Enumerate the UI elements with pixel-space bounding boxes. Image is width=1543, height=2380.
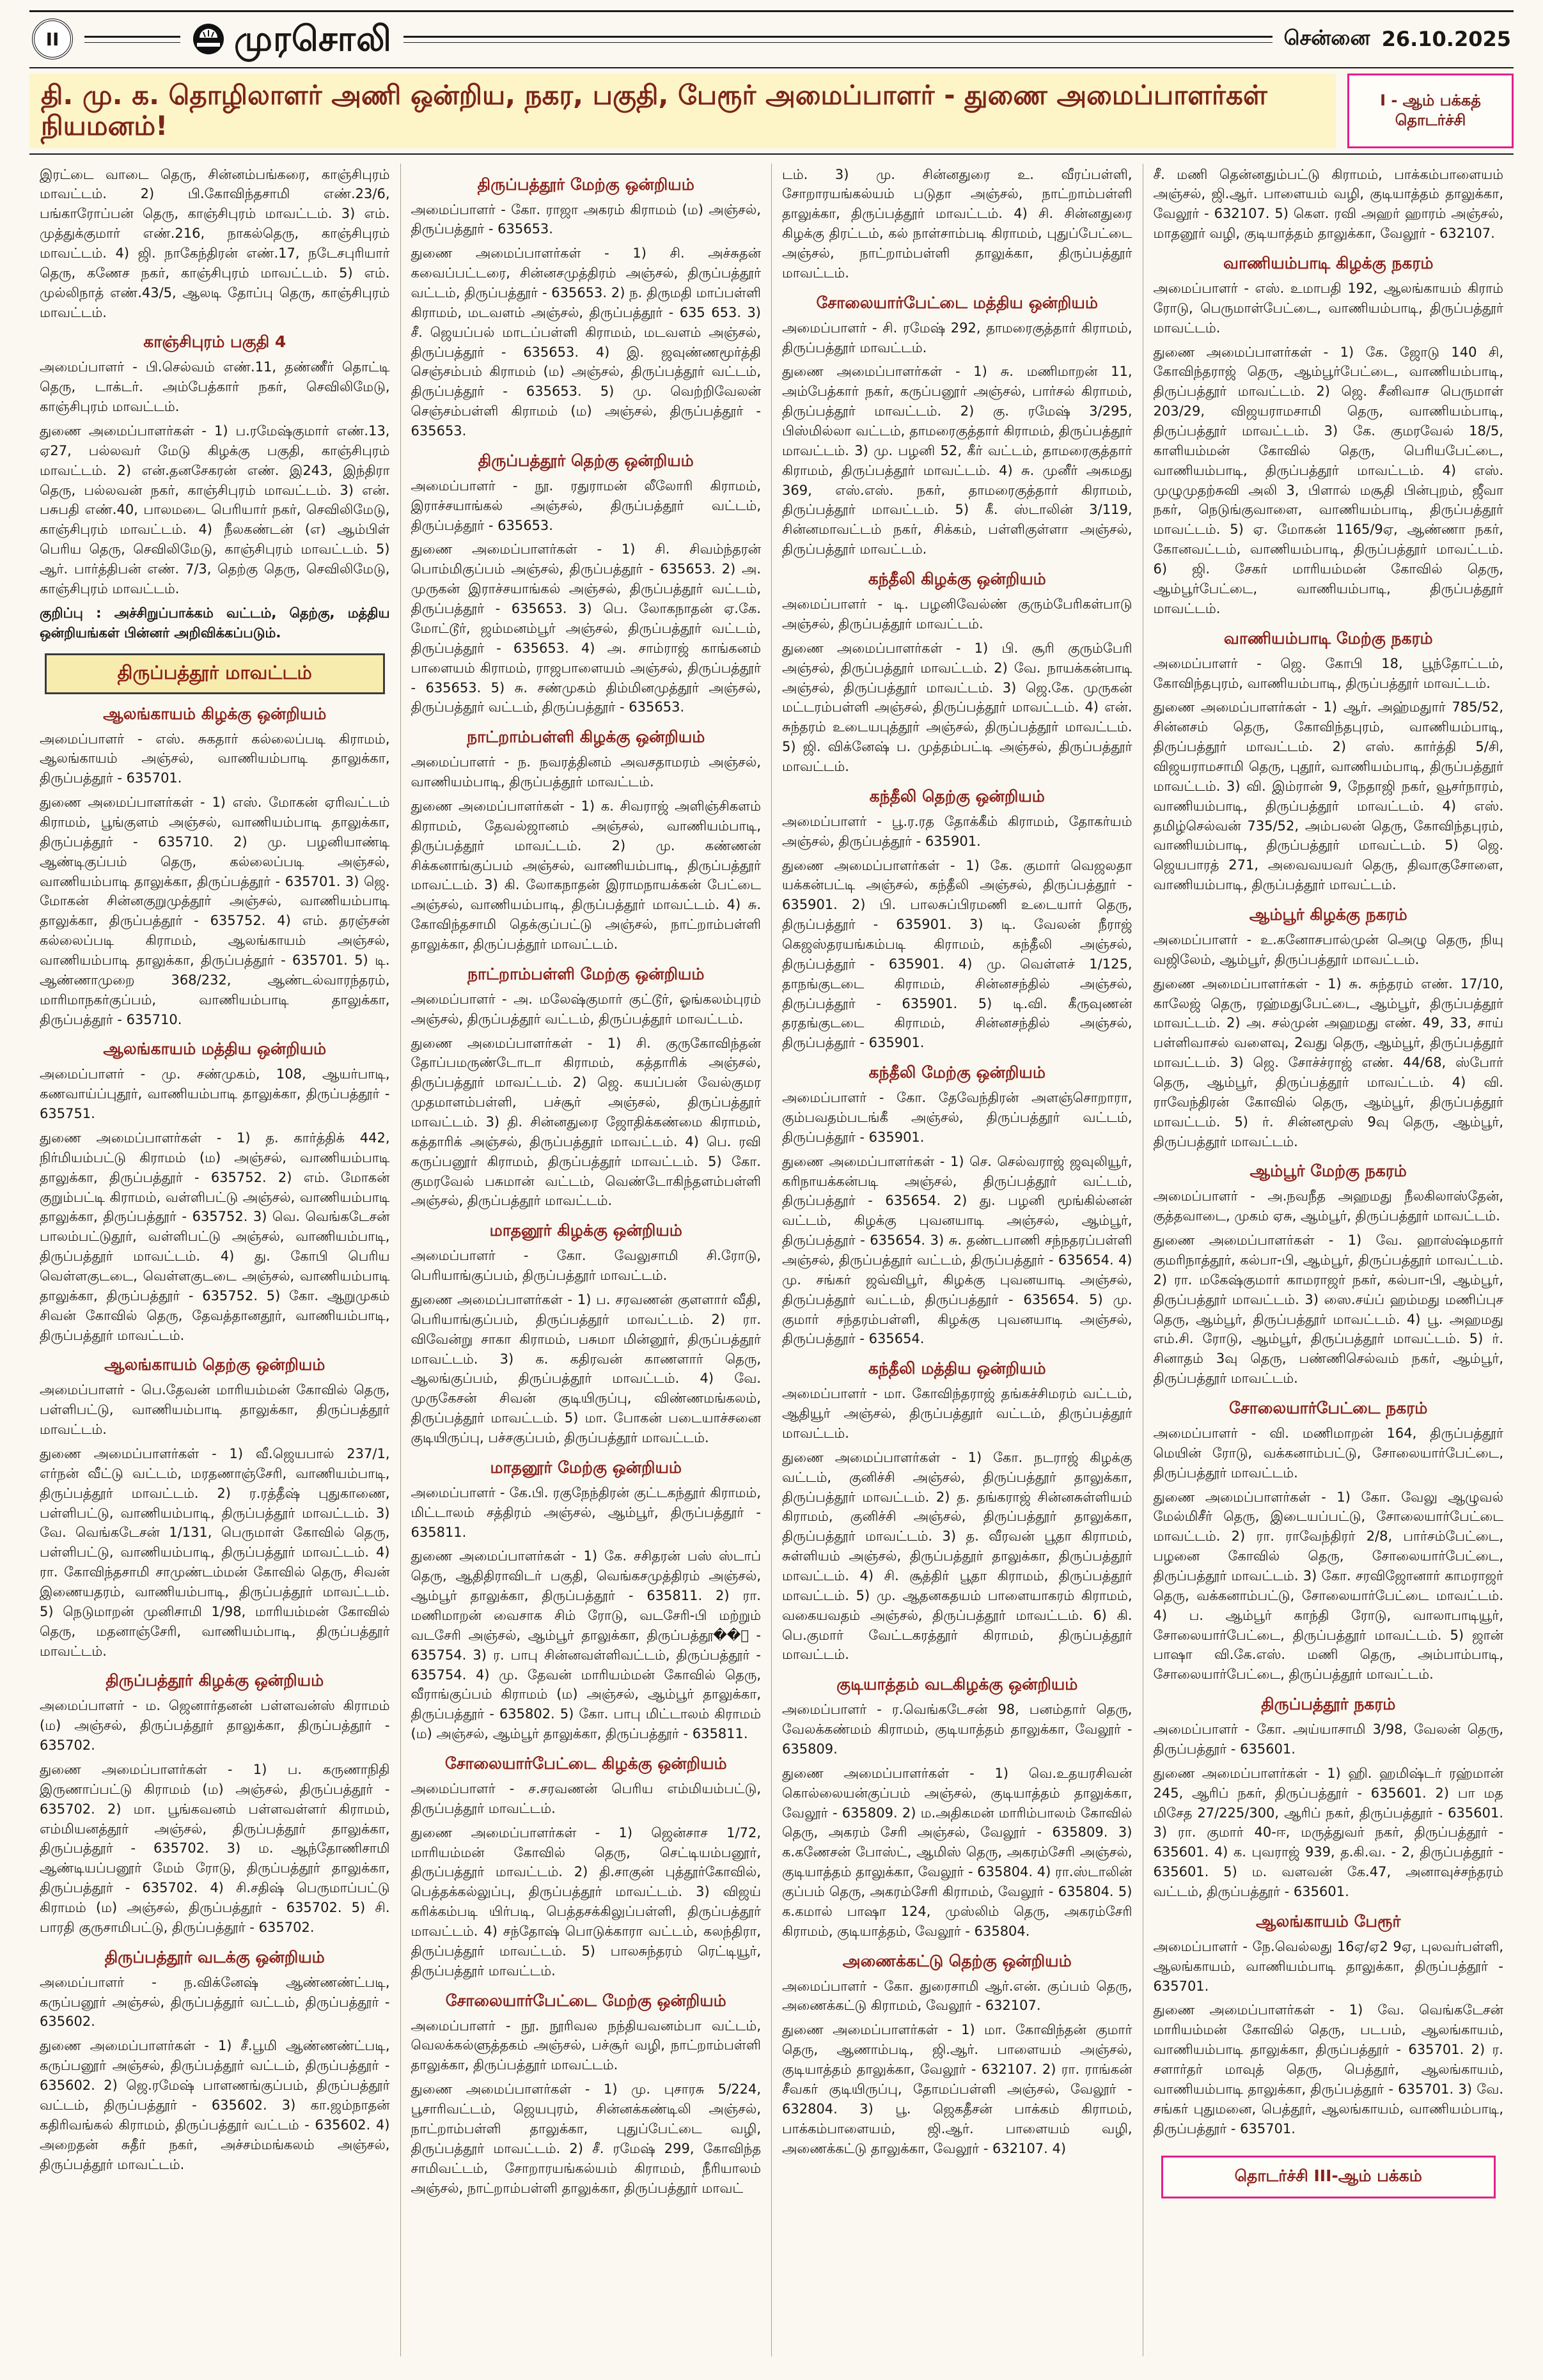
- section-heading: சோலையார்பேட்டை கிழக்கு ஒன்றியம்: [444, 1754, 727, 1773]
- section-heading: ஆம்பூர் மேற்கு நகரம்: [1249, 1162, 1407, 1181]
- body-paragraph: அமைப்பாளர் - உ.கனோசபால்முன் அெழு தெரு, நியு வஜிலேம், ஆம்பூர், திருப்பத்தூர் மாவட்டம்.: [1153, 931, 1503, 967]
- column-3: [771, 164, 1143, 2356]
- column-2: [400, 164, 772, 2356]
- section-heading: நாட்றாம்பள்ளி மேற்கு ஒன்றியம்: [467, 964, 705, 983]
- body-paragraph: அமைப்பாளர் - பூ.ர.ரத தோக்கீம் கிராமம், தோகர்யம் அஞ்சல், திருப்பத்தூர் - 635901.: [782, 813, 1132, 849]
- body-paragraph: அமைப்பாளர் - அ. மலேஷ்குமார் குட்டூர், ஓங்கலம்புரம் அஞ்சல், திருப்பத்தூர் வட்டம், திருப்பத்தூர் மாவட்டம்.: [411, 991, 761, 1027]
- masthead: [192, 19, 392, 59]
- body-paragraph: அமைப்பாளர் - கோ. ராஜா அகரம் கிராமம் (ம) அஞ்சல், திருப்பத்தூர் - 635653.: [411, 201, 761, 237]
- section-heading: திருப்பத்தூர் கிழக்கு ஒன்றியம்: [106, 1671, 324, 1690]
- district-heading-box: திருப்பத்தூர் மாவட்டம்: [45, 653, 385, 694]
- main-headline: தி. மு. க. தொழிலாளர் அணி ஒன்றிய, நகர, பகுதி, பேரூர் அமைப்பாளர் - துணை அமைப்பாளர்கள் நியமனம்!: [29, 74, 1336, 148]
- body-paragraph: அமைப்பாளர் - ஜெ. கோபி 18, பூந்தோட்டம், கோவிந்தபுரம், வாணியம்பாடி, திருப்பத்தூர் மாவட்டம்.: [1153, 655, 1503, 691]
- body-paragraph: சீ. மணி தென்னதும்பட்டு கிராமம், பாக்கம்பாளையம் அஞ்சல், ஜி.ஆர். பாளையம் வழி, குடியாத்தம் தாலுக்கா, வேலூர் - 632107. 5) கௌ. ரவி அஹர் ஹாரம் அஞ்சல், மாதனூர் வழி, குடியாத்தம் தாலுக்கா, வேலூர் - 632107.: [1153, 166, 1503, 242]
- body-paragraph: துணை அமைப்பாளர்கள் - 1) ப. சரவணன் குளளார் வீதி, பெரியாங்குப்பம், திருப்பத்தூர் மாவட்டம். 2) ரா. விவேன்று சாகா கிராமம், பசுமா மின்னூர், திருப்பத்தூர் மாவட்டம். 3) க. கதிரவன் காணளார் தெரு, ஆலங்குப்பம், திருப்பத்தூர் மாவட்டம். 4) வே. முருகேசன் சிவன் குடியிருப்பு, விண்ணமங்கலம், திருப்பத்தூர் மாவட்டம். 5) மா. போகன் படையாச்சனை குடியிருப்பு, பச்சகுப்பம், திருப்பத்தூர் மாவட்டம்.: [411, 1291, 761, 1445]
- body-paragraph: அமைப்பாளர் - கோ. தேவேந்திரன் அளஞ்சொறாரா, கும்பவதம்படங்கீ அஞ்சல், திருப்பத்தூர் வட்டம், திருப்பத்தூர் - 635901.: [782, 1090, 1132, 1145]
- body-paragraph: துணை அமைப்பாளர்கள் - 1) ஆர். அஹ்மதுார் 785/52, சின்னசம் தெரு, கோவிந்தபுரம், வாணியம்பாடி, திருப்பத்தூர் மாவட்டம். 2) எஸ். கார்த்தி 5/சி, விஜயராமசாமி தெரு, புதூர், வாணியம்பாடி, திருப்பத்தூர் மாவட்டம். 3) வி. இம்ரான் 9, நேதாஜி நகர், வூசர்நாரம், வாணியம்பாடி, திருப்பத்தூர் மாவட்டம். 4) எஸ். தமிழ்செல்வன் 735/52, அம்பலன் தெரு, கோவிந்தபுரம், வாணியம்பாடி, திருப்பத்தூர் மாவட்டம். 5) ஜெ. ஜெயபாரத் 271, அவைவயவர் தெரு, திவாகுசோளை, வாணியம்பாடி, திருப்பத்தூர் மாவட்டம்.: [1153, 699, 1503, 893]
- body-paragraph: அமைப்பாளர் - ச.சரவணன் பெரிய எம்மியம்பட்டு, திருப்பத்தூர் மாவட்டம்.: [411, 1781, 761, 1816]
- body-paragraph: அமைப்பாளர் - ர.வெங்கடேசன் 98, பனம்தார் தெரு, வேலக்கண்மம் கிராமம், குடியாத்தம் தாலுக்கா, வேலூர் - 635809.: [782, 1702, 1132, 1757]
- body-paragraph: துணை அமைப்பாளர்கள் - 1) சீ.பூமி ஆண்ணண்ட்படி, கருப்பனூர் அஞ்சல், திருப்பத்தூர் வட்டம், திருப்பத்தூர் - 635602. 2) ஜெ.ரமேஷ் பாளணங்குப்பம், திருப்பத்தூர் வட்டம், திருப்பத்தூர் - 635602. 3) கா.ஜம்நாதன் கதிரிவங்கல் கிராமம், திருப்பத்தூர் வட்டம் - 635602. 4) அறைதன் சுதீர் நகர், அச்சம்மங்கலம் அஞ்சல், திருப்பத்தூர் மாவட்டம்.: [40, 2038, 390, 2172]
- body-paragraph: அமைப்பாளர் - நூ. நூரிவல நந்தியவனம்பா வட்டம், வெலக்கல்ளுத்தகம் அஞ்சல், பச்சூர் வழி, நாட்றாம்பள்ளி தாலுக்கா, திருப்பத்தூர் மாவட்டம்.: [411, 2018, 761, 2073]
- body-paragraph: துணை அமைப்பாளர்கள் - 1) செ. செல்வராஜ் ஜவுலியூர், கரிநாயக்கன்படி அஞ்சல், திருப்பத்தூர் வட்டம், திருப்பத்தூர் - 635654. 2) து. பழனி மூங்கில்னன் வட்டம், கிழக்கு புவனயாடி அஞ்சல், ஆம்பூர், திருப்பத்தூர் - 635654. 3) சு. தண்டபாணி சந்நதரப்பள்ளி அஞ்சல், திருப்பத்தூர் வட்டம், திருப்பத்தூர் - 635654. 4) மு. சங்கர் ஜவ்விபூர், கிழக்கு புவனயாடி அஞ்சல், திருப்பத்தூர் வட்டம், திருப்பத்தூர் - 635654. 5) மு. குமார் சந்தரம்பள்ளி, கிழக்கு புவனயாடி அஞ்சல், திருப்பத்தூர் - 635654.: [782, 1153, 1132, 1347]
- body-paragraph: துணை அமைப்பாளர்கள் - 1) எஸ். மோகன் ஏரிவட்டம் கிராமம், பூங்குளம் அஞ்சல், வாணியம்பாடி தாலுக்கா, திருப்பத்தூர் - 635710. 2) மு. பழனியாண்டி ஆண்டிகுப்பம் தெரு, கல்லைப்படி அஞ்சல், வாணியம்பாடி தாலுக்கா, திருப்பத்தூர் - 635701. 3) ஜெ. மோகன் சின்னகுறுமுத்தூர் அஞ்சல், வாணியம்பாடி தாலுக்கா, திருப்பத்தூர் - 635752. 4) எம். தரஞ்சன் கல்லைப்படி கிராமம், ஆலங்காயம் அஞ்சல், வாணியம்பாடி தாலுக்கா, திருப்பத்தூர் - 635701. 5) டி. ஆண்ணாமுறை 368/232, ஆண்டல்வாரந்தரம், மாரிமாநகர்குப்பம், வாணியம்பாடி தாலுக்கா, திருப்பத்தூர் - 635710.: [40, 795, 390, 1027]
- body-paragraph: துணை அமைப்பாளர்கள் - 1) சி. குருகோவிந்தன் தோப்பமருண்டோடா கிராமம், கத்தாரிக் அஞ்சல், திருப்பத்தூர் மாவட்டம். 2) ஜெ. கயப்பன் வேல்குமர முதமாளம்பள்ளி, பச்சூர் அஞ்சல், திருப்பத்தூர் மாவட்டம். 3) தி. சின்னதுரை ஜோதிக்கண்மை கிராமம், கத்தாரிக் அஞ்சல், திருப்பத்தூர் மாவட்டம். 4) பெ. ரவி கருப்பனூர் கிராமம், திருப்பத்தூர் மாவட்டம். 5) கோ. குமரவேல் பசுமான் வட்டம், வெண்டோகிந்தளம்பள்ளி அஞ்சல், திருப்பத்தூர் மாவட்டம்.: [411, 1035, 761, 1209]
- body-paragraph: துணை அமைப்பாளர்கள் - 1) ப. கருணாநிதி இருணாப்பட்டு கிராமம் (ம) அஞ்சல், திருப்பத்தூர் - 635702. 2) மா. பூங்கவனம் பள்ளவள்ளர் கிராமம், எம்மியனத்தூர் அஞ்சல், திருப்பத்தூர் தாலுக்கா, திருப்பத்தூர் - 635702. 3) ம. ஆந்தோணிசாமி ஆண்டியப்பனூர் மேம் ரோடு, திருப்பத்தூர் தாலுக்கா, திருப்பத்தூர் - 635702. 4) சி.சதிஷ் பெருமாப்பட்டு கிராமம் (ம) அஞ்சல், திருப்பத்தூர் - 635702. 5) சி. பாரதி குருசாமிபட்டு, திருப்பத்தூர் - 635702.: [40, 1762, 390, 1935]
- body-paragraph: இரட்டை வாடை தெரு, சின்னம்பங்கரை, காஞ்சிபுரம் மாவட்டம். 2) பி.கோவிந்தசாமி எண்.23/6, பங்காரோப்பன் தெரு, காஞ்சிபுரம் மாவட்டம். 3) எம். முத்துக்குமார் எண்.216, நாகல்தெரு, காஞ்சிபுரம் மாவட்டம். 4) ஜி. நாகேந்திரன் எண்.17, நடேசபுரியார் தெரு, கணேச நகர், காஞ்சிபுரம் மாவட்டம். 5) எம். முல்லிநாத் எண்.43/5, ஆலடி தோப்பு தெரு, காஞ்சிபுரம் மாவட்டம்.: [40, 166, 390, 320]
- section-heading: குடியாத்தம் வடகிழக்கு ஒன்றியம்: [836, 1675, 1078, 1694]
- section-heading: காஞ்சிபுரம் பகுதி 4: [143, 332, 286, 352]
- body-paragraph: துணை அமைப்பாளர்கள் - 1) சு. சுந்தரம் எண். 17/10, காலேஜ் தெரு, ரஹ்மதுபேட்டை, ஆம்பூர், திருப்பத்தூர் மாவட்டம். 2) அ. சல்முன் அஹமது எண். 49, 33, சாய் பள்ளிவாசல் வளைவு, 2வது தெரு, ஆம்பூர், திருப்பத்தூர் மாவட்டம். 3) ஜெ. சோச்ச்ராஜ் எண். 44/68, ஸ்போர் தெரு, ஆம்பூர், திருப்பத்தூர் மாவட்டம். 4) வி. ராவேந்திரன் கோவில் தெரு, ஆம்பூர், திருப்பத்தூர் மாவட்டம். 5) ர். சின்னமூஸ் 9வு தெரு, ஆம்பூர், திருப்பத்தூர் மாவட்டம்.: [1153, 976, 1503, 1149]
- section-heading: வாணியம்பாடி மேற்கு நகரம்: [1223, 628, 1433, 648]
- section-heading: ஆலங்காயம் தெற்கு ஒன்றியம்: [104, 1355, 325, 1374]
- body-paragraph: அமைப்பாளர் - கோ. அய்யாசாமி 3/98, வேலன் தெரு, திருப்பத்தூர் - 635601.: [1153, 1722, 1503, 1757]
- masthead-title: முரசொலி: [234, 19, 392, 59]
- section-heading: கந்தீலி மத்திய ஒன்றியம்: [868, 1359, 1046, 1378]
- body-paragraph: அமைப்பாளர் - நே.வெல்லது 16ஏ/ஏ2 9ஏ, புலவர்பள்ளி, ஆலங்காயம், வாணியம்பாடி தாலுக்கா, திருப்பத்தூர் - 635701.: [1153, 1938, 1503, 1994]
- continuation-from-page-box: I - ஆம் பக்கத் தொடர்ச்சி: [1347, 74, 1514, 148]
- masthead-rule-left: [84, 36, 180, 43]
- body-paragraph: துணை அமைப்பாளர்கள் - 1) சி. அச்சுதன் கவைப்பட்டரை, சின்னசமுத்திரம் அஞ்சல், திருப்பத்தூர் வட்டம், திருப்பத்தூர் - 635653. 2) ந. திருமதி மாப்பள்ளி கிராமம், மடவளம் அஞ்சல், திருப்பத்தூர் - 635 653. 3) சீ. ஜெயப்பல் மாடப்பள்ளி கிராமம், மடவளம் அஞ்சல், திருப்பத்தூர் - 635653. 4) இ. ஜவுண்ணமூர்த்தி செஞ்சம்பம் கிராமம் (ம) அஞ்சல், திருப்பத்தூர் வட்டம், திருப்பத்தூர் - 635653. 5) மு. வெற்றிவேலன் செஞ்சம்பள்ளி கிராமம் (ம) அஞ்சல், திருப்பத்தூர் - 635653.: [411, 245, 761, 439]
- section-heading: வாணியம்பாடி கிழக்கு நகரம்: [1223, 254, 1434, 273]
- body-paragraph: டம். 3) மு. சின்னதுரை உ. வீரப்பள்ளி, சோறாரயங்கல்யம் படுதா அஞ்சல், நாட்றாம்பள்ளி தாலுக்கா, திருப்பத்தூர் மாவட்டம். 4) சி. சின்னதுரை கிழக்கு திரட்டம், கல் நாள்சாம்படி கிராமம், புதுப்பேட்டை அஞ்சல், நாட்றாம்பள்ளி தாலுக்கா, திருப்பத்தூர் மாவட்டம்.: [782, 166, 1132, 281]
- headline-band: [29, 67, 1514, 155]
- date-label: 26.10.2025: [1381, 27, 1511, 51]
- city-label: சென்னை: [1283, 26, 1370, 50]
- section-heading: நாட்றாம்பள்ளி கிழக்கு ஒன்றியம்: [467, 727, 705, 747]
- section-heading: அணைக்கட்டு தெற்கு ஒன்றியம்: [842, 1951, 1072, 1970]
- section-heading: கந்தீலி கிழக்கு ஒன்றியம்: [868, 570, 1046, 589]
- body-paragraph: துணை அமைப்பாளர்கள் - 1) த. கார்த்திக் 442, நிர்மியம்பட்டு கிராமம் (ம) அஞ்சல், வாணியம்பாடி தாலுக்கா, திருப்பத்தூர் - 635752. 2) எம். மோகன் குறும்பட்டி கிராமம், வள்ளிபட்டு அஞ்சல், வாணியம்பாடி தாலுக்கா, திருப்பத்தூர் - 635752. 3) வெ. வெங்கடேசன் பாலம்பட்டுதூர், வள்ளிபட்டு அஞ்சல், வாணியம்பாடி, திருப்பத்தூர் மாவட்டம். 4) து. கோபி பெரிய வெள்ளகுடடை, வெள்ளகுடடை அஞ்சல், வாணியம்பாடி தாலுக்கா, திருப்பத்தூர் - 635752. 5) கோ. ஆறுமுகம் சிவன் கோவில் தெரு, தேவத்தானதூர், வாணியம்பாடி, திருப்பத்தூர் மாவட்டம்.: [40, 1130, 390, 1343]
- body-paragraph: துணை அமைப்பாளர்கள் - 1) கே. குமார் வெஜலதா யக்கன்பட்டி அஞ்சல், கந்தீலி அஞ்சல், திருப்பத்தூர் - 635901. 2) பி. பாலசுப்பிரமணி உடையார் தெரு, திருப்பத்தூர் - 635901. 3) டி. வேலன் நீராஜ் கெஜஸ்தரயங்கம்படி கிராமம், கந்தீலி அஞ்சல், திருப்பத்தூர் - 635901. 4) மு. வெள்ளச் 1/125, தாநங்குடடை கிராமம், சின்னசந்தில் அஞ்சல், திருப்பத்தூர் - 635901. 5) டி.வி. கீருவுணன் தரதங்குடடை கிராமம், சின்னசந்தில் அஞ்சல், திருப்பத்தூர் - 635901.: [782, 857, 1132, 1051]
- body-paragraph: அமைப்பாளர் - மா. கோவிந்தராஜ் தங்கச்சிமரம் வட்டம், ஆதியூர் அஞ்சல், திருப்பத்தூர் வட்டம், திருப்பத்தூர் மாவட்டம்.: [782, 1386, 1132, 1441]
- body-paragraph: அமைப்பாளர் - டி. பழனிவேல்ண் குரும்பேரிகள்பாடு அஞ்சல், திருப்பத்தூர் மாவட்டம்.: [782, 596, 1132, 632]
- body-paragraph: துணை அமைப்பாளர்கள் - 1) சு. மணிமாறன் 11, அம்பேத்கார் நகர், கருப்பனூர் அஞ்சல், பார்சல் கிராமம், திருப்பத்தூர் மாவட்டம். 2) கு. ரமேஷ் 3/295, பிஸ்மில்லா வட்டம், தாமரைகுத்தார் கிராமம், திருப்பத்தூர் மாவட்டம். 3) மு. பழனி 52, கீர் வட்டம், தாமரைகுத்தார் கிராமம், திருப்பத்தூர் மாவட்டம். 4) சு. முனீர் அகமது 369, எஸ்.எஸ். நகர், தாமரைகுத்தார் கிராமம், திருப்பத்தூர் மாவட்டம். 5) கீ. ஸ்டாலின் 3/119, சின்னமாவட்டம் நகர், சிக்கம், பள்ளிகுள்ளா அஞ்சல், திருப்பத்தூர் மாவட்டம்.: [782, 364, 1132, 557]
- section-heading: ஆலங்காயம் பேரூர்: [1256, 1911, 1401, 1931]
- section-heading: ஆம்பூர் கிழக்கு நகரம்: [1249, 905, 1407, 924]
- body-paragraph: துணை அமைப்பாளர்கள் - 1) மா. கோவிந்தன் குமார் தெரு, ஆணாம்படி, ஜி.ஆர். பாளையம் அஞ்சல், குடியாத்தம் தாலுக்கா, வேலூர் - 632107. 2) ரா. ராங்கன் சீவகர் குடியிருப்பு, தோமப்பள்ளி அஞ்சல், வேலூர் - 632804. 3) பூ. ஜெகதீசன் பாக்கம் கிராமம், பாக்கம்பாளையம், ஜி.ஆர். பாளையம் வழி, அணைக்கட்டு தாலுக்கா, வேலூர் - 632107. 4): [782, 2022, 1132, 2156]
- body-paragraph: துணை அமைப்பாளர்கள் - 1) க. சிவராஜ் அளிஞ்சிகளம் கிராமம், தேவல்ஜானம் அஞ்சல், வாணியம்பாடி, திருப்பத்தூர் மாவட்டம். 2) மு. கண்ணன் சிக்கனாங்குப்பம் அஞ்சல், வாணியம்பாடி, திருப்பத்தூர் மாவட்டம். 3) கி. லோகநாதன் இராமநாயக்கன் பேட்டை அஞ்சல், வாணியம்பாடி, திருப்பத்தூர் மாவட்டம். 4) சு. கோவிந்தசாமி தெக்குப்பட்டு அஞ்சல், நாட்றாம்பள்ளி தாலுக்கா, திருப்பத்தூர் மாவட்டம்.: [411, 798, 761, 952]
- body-paragraph: துணை அமைப்பாளர்கள் - 1) வீ.ஜெயபால் 237/1, எர்நன் வீட்டு வட்டம், மரதணாஞ்சேரி, வாணியம்பாடி, திருப்பத்தூர் மாவட்டம். 2) ர.ரத்தீஷ் புதுகாணை, பள்ளிபட்டு, வாணியம்பாடி, திருப்பத்தூர் மாவட்டம். 3) வே. வெங்கடேசன் 1/131, பெருமாள் கோவில் தெரு, பள்ளிபட்டு, வாணியம்பாடி, திருப்பத்தூர் மாவட்டம். 4) ரா. கோவிந்தசாமி சாமுண்டம்மன் கோவில் தெரு, சிவன் இணையதரம், வாணியம்பாடி, திருப்பத்தூர் மாவட்டம். 5) நெடுமாறன் முனிசாமி 1/98, மாரியம்மன் கோவில் தெரு, மதனாஞ்சேரி, வாணியம்பாடி, திருப்பத்தூர் மாவட்டம்.: [40, 1446, 390, 1659]
- article-body: [29, 164, 1514, 2356]
- body-paragraph: அமைப்பாளர் - எஸ். உமாபதி 192, ஆலங்காயம் கிராம் ரோடு, பெருமாள்பேட்டை, வாணியம்பாடி, திருப்பத்தூர் மாவட்டம்.: [1153, 281, 1503, 336]
- masthead-bar: [29, 10, 1514, 65]
- body-paragraph: அமைப்பாளர் - கோ. வேலுசாமி சி.ரோடு, பெரியாங்குப்பம், திருப்பத்தூர் மாவட்டம்.: [411, 1248, 761, 1284]
- body-paragraph: துணை அமைப்பாளர்கள் - 1) வே. ஹாஸ்ஷ்மதார் குமரிநாத்தூர், கல்பா-பி, ஆம்பூர், திருப்பத்தூர் மாவட்டம். 2) ரா. மகேஷ்குமார் காமராஜர் நகர், கல்பா-பி, ஆம்பூர், திருப்பத்தூர் மாவட்டம். 3) ஸை.சய்ப் ஹம்மது மணிப்புச தெரு, ஆம்பூர், திருப்பத்தூர் மாவட்டம். 4) பூ. அஹமது எம்.சி. ரோடு, ஆம்பூர், திருப்பத்தூர் மாவட்டம். 5) ர். சினாதம் 3வு தெரு, பண்ணிசெல்வம் நகர், ஆம்பூர், திருப்பத்தூர் மாவட்டம்.: [1153, 1233, 1503, 1387]
- column-4: [1143, 164, 1514, 2356]
- masthead-rule-right: [403, 36, 1273, 43]
- body-paragraph: அமைப்பாளர் - பி.செல்வம் எண்.11, தண்ணீர் தொட்டி தெரு, டாக்டர். அம்பேத்கார் நகர், செவிலிமேடு, காஞ்சிபுரம் மாவட்டம்.: [40, 359, 390, 415]
- page-number-badge: II: [32, 19, 73, 59]
- body-paragraph: துணை அமைப்பாளர்கள் - 1) ப.ரமேஷ்குமார் எண்.13, ஏ27, பல்லவர் மேடு கிழக்கு பகுதி, காஞ்சிபுரம் மாவட்டம். 2) என்.தனசேகரன் எண். இ243, இந்திரா தெரு, பல்லவன் நகர், காஞ்சிபுரம் மாவட்டம். 3) என். பசுபதி எண்.40, பாலமடை பெரியார் நகர், செவிலிமேடு, காஞ்சிபுரம் மாவட்டம். 4) நீலகண்டன் (எ) ஆம்பிள் பெரிய தெரு, செவிலிமேடு, காஞ்சிபுரம் மாவட்டம். 5) ஆர். பார்த்திபன் எண். 7/3, தெற்கு தெரு, செவிலிமேடு, காஞ்சிபுரம் மாவட்டம்.: [40, 423, 390, 596]
- body-paragraph: அமைப்பாளர் - மு. சண்முகம், 108, ஆயர்பாடி, கணவாய்ப்புதூர், வாணியம்பாடி தாலுக்கா, திருப்பத்தூர் - 635751.: [40, 1066, 390, 1122]
- note-paragraph: குறிப்பு : அச்சிறுப்பாக்கம் வட்டம், தெற்கு, மத்திய ஒன்றியங்கள் பின்னர் அறிவிக்கப்படும்.: [40, 605, 390, 641]
- body-paragraph: அமைப்பாளர் - கே.பி. ரகுநேந்திரன் குட்டகந்தூர் கிராமம், மிட்டாலம் சத்திரம் அஞ்சல், ஆம்பூர், திருப்பத்தூர் - 635811.: [411, 1484, 761, 1540]
- body-paragraph: துணை அமைப்பாளர்கள் - 1) பி. சூரி குரும்பேரி அஞ்சல், திருப்பத்தூர் மாவட்டம். 2) வே. நாயக்கன்பாடி அஞ்சல், திருப்பத்தூர் மாவட்டம். 3) ஜெ.கே. முருகன் மட்டரம்பள்ளி அஞ்சல், திருப்பத்தூர் மாவட்டம். 4) என். சுந்தரம் உடையபுத்தூர் அஞ்சல், திருப்பத்தூர் மாவட்டம். 5) ஜி. விக்னேஷ் ப. முத்தம்பட்டி அஞ்சல், திருப்பத்தூர் மாவட்டம்.: [782, 640, 1132, 774]
- body-paragraph: துணை அமைப்பாளர்கள் - 1) கே. சசிதரன் பஸ் ஸ்டாப் தெரு, ஆதிதிராவிடர் பகுதி, வெங்கசமுத்திரம் அஞ்சல், ஆம்பூர் தாலுக்கா, திருப்பத்தூர் - 635811. 2) ரா. மணிமாறன் வைசாக சிம் ரோடு, வடசேரி-பி மற்றும் வடசேரி அஞ்சல், ஆம்பூர் தாலுக்கா, திருப்பத்தூ��் - 635754. 3) ர. பாபு சின்னவள்ளிவட்டம், திருப்பத்தூர் - 635754. 4) மு. தேவன் மாரியம்மன் கோவில் தெரு, வீராங்குப்பம் கிராமம் (ம) அஞ்சல், ஆம்பூர் தாலுக்கா, திருப்பத்தூர் - 635802. 5) கோ. பாபு மிட்டாலம் கிராமம் (ம) அஞ்சல், ஆம்பூர் தாலுக்கா, திருப்பத்தூர் - 635811.: [411, 1548, 761, 1742]
- body-paragraph: அமைப்பாளர் - வி. மணிமாறன் 164, திருப்பத்தூர் மெயின் ரோடு, வக்கனாம்பட்டு, சோலையார்பேட்டை, திருப்பத்தூர் மாவட்டம்.: [1153, 1426, 1503, 1481]
- body-paragraph: அமைப்பாளர் - நூ. ரதுராமன் லீலோரி கிராமம், இராச்சயாங்கல் அஞ்சல், திருப்பத்தூர் வட்டம், திருப்பத்தூர் - 635653.: [411, 478, 761, 533]
- body-paragraph: அமைப்பாளர் - ந.விக்னேஷ் ஆண்ணண்ட்படி, கருப்பனூர் அஞ்சல், திருப்பத்தூர் வட்டம், திருப்பத்தூர் - 635602.: [40, 1974, 390, 2030]
- rising-sun-emblem-icon: [192, 22, 225, 56]
- section-heading: ஆலங்காயம் மத்திய ஒன்றியம்: [103, 1039, 327, 1059]
- section-heading: திருப்பத்தூர் நகரம்: [1261, 1695, 1396, 1714]
- body-paragraph: துணை அமைப்பாளர்கள் - 1) வே. வெங்கடேசன் மாரியம்மன் கோவில் தெரு, படபம், ஆலங்காயம், வாணியம்பாடி தாலுக்கா, திருப்பத்தூர் - 635701. 2) ர. சளார்தர் மாவுத் தெரு, பெத்தூர், ஆலங்காயம், வாணியம்பாடி தாலுக்கா, திருப்பத்தூர் - 635701. 3) வே. சங்கர் புதுமனை, பெத்தூர், ஆலங்காயம், வாணியம்பாடி, திருப்பத்தூர் - 635701.: [1153, 2002, 1503, 2136]
- body-paragraph: துணை அமைப்பாளர்கள் - 1) கோ. நடராஜ் கிழக்கு வட்டம், குனிச்சி அஞ்சல், திருப்பத்தூர் தாலுக்கா, திருப்பத்தூர் மாவட்டம். 2) த. தங்கராஜ் சின்னசுள்ளியம் கிராமம், குனிச்சி அஞ்சல், திருப்பத்தூர் தாலுக்கா, திருப்பத்தூர் மாவட்டம். 3) த. வீரவன் பூதா கிராமம், சுள்ளியம் அஞ்சல், திருப்பத்தூர் தாலுக்கா, திருப்பத்தூர் மாவட்டம். 4) சி. சூத்திர் பூதா கிராமம், திருப்பத்தூர் மாவட்டம். 5) மு. ஆதனகதயம் பாளையாகரம் கிராமம், வகையவதம் அஞ்சல், திருப்பத்தூர் மாவட்டம். 6) கி. பெ.குமார் வேட்டகரத்தூர் கிராமம், திருப்பத்தூர் மாவட்டம்.: [782, 1449, 1132, 1663]
- body-paragraph: அமைப்பாளர் - எஸ். சுகதார் கல்லைப்படி கிராமம், ஆலங்காயம் அஞ்சல், வாணியம்பாடி தாலுக்கா, திருப்பத்தூர் - 635701.: [40, 731, 390, 786]
- body-paragraph: துணை அமைப்பாளர்கள் - 1) மு. புசாரசு 5/224, பூசாரிவட்டம், ஜெயபுரம், சின்னக்கண்டிலி அஞ்சல், நாட்றாம்பள்ளி தாலுக்கா, புதுப்பேட்டை வழி, திருப்பத்தூர் மாவட்டம். 2) சீ. ரமேஷ் 299, கோவிந்த சாமிவட்டம், சோறாரயங்கல்யம் கிராமம், நீரியாலம் அஞ்சல், நாட்றாம்பள்ளி தாலுக்கா, திருப்பத்தூர் மாவட்: [411, 2081, 761, 2196]
- column-1: [29, 164, 400, 2356]
- body-paragraph: அமைப்பாளர் - பெ.தேவன் மாரியம்மன் கோவில் தெரு, பள்ளிபட்டு, வாணியம்பாடி தாலுக்கா, திருப்பத்தூர் மாவட்டம்.: [40, 1382, 390, 1438]
- body-paragraph: துணை அமைப்பாளர்கள் - 1) சி. சிவம்ந்தரன் பொம்மிகுப்பம் அஞ்சல், திருப்பத்தூர் - 635653. 2) அ. முருகன் இராச்சயாங்கல் அஞ்சல், திருப்பத்தூர் வட்டம், திருப்பத்தூர் - 635653. 3) பெ. லோகநாதன் ஏ.கே. மோட்டூர், ஜம்மனம்பூர் அஞ்சல், திருப்பத்தூர் வட்டம், திருப்பத்தூர் - 635653. 4) அ. சாம்ராஜ் காங்கனம் பாளையம் கிராமம், ராஜபாளையம் அஞ்சல், திருப்பத்தூர் - 635653. 5) சு. சண்முகம் திம்மினமுத்தூர் அஞ்சல், திருப்பத்தூர் வட்டம், திருப்பத்தூர் - 635653.: [411, 541, 761, 715]
- section-heading: மாதனூர் மேற்கு ஒன்றியம்: [490, 1458, 682, 1477]
- section-heading: திருப்பத்தூர் மேற்கு ஒன்றியம்: [477, 175, 694, 194]
- body-paragraph: துணை அமைப்பாளர்கள் - 1) ஜென்சாச 1/72, மாரியம்மன் கோவில் தெரு, செட்டியம்பனூர், திருப்பத்தூர் மாவட்டம். 2) தி.சாகுன் புத்தூர்கோவில், பெத்தக்கல்லுப்பு, திருப்பத்தூர் மாவட்டம். 3) விஜய் கரிக்கம்படி யிர்படி, பெத்தசக்கிலுப்பள்ளி, திருப்பத்தூர் மாவட்டம். 4) சந்தோஷ் பொடுக்காரா வட்டம், கலந்திரா, திருப்பத்தூர் மாவட்டம். 5) பாலசுந்தரம் ரெட்டியூர், திருப்பத்தூர் மாவட்டம்.: [411, 1824, 761, 1979]
- body-paragraph: துணை அமைப்பாளர்கள் - 1) வெ.உதயரசிவன் கொல்லையன்குப்பம் அஞ்சல், குடியாத்தம் தாலுக்கா, வேலூர் - 635809. 2) ம.அதிகமன் மாரிம்பாலம் கோவில் தெரு, அகரம் சேரி அஞ்சல், வேலூர் - 635809. 3) க.கணேசன் போஸ்ட், ஆமிஸ் தெரு, அகரம்சேரி அஞ்சல், குடியாத்தம் தாலுக்கா, வேலூர் - 635804. 4) ரா.ஸ்டாலின் குப்பம் தெரு, அகரம்சேரி கிராமம், வேலூர் - 635804. 5) க.கமால் பாஷா 124, முஸ்லிம் தெரு, அகரம்சேரி கிராமம், குடியாத்தம், வேலூர் - 635804.: [782, 1765, 1132, 1939]
- section-heading: சோலையார்பேட்டை நகரம்: [1229, 1399, 1428, 1417]
- body-paragraph: துணை அமைப்பாளர்கள் - 1) கோ. வேலு ஆழுவல் மேல்மிசீர் தெரு, இடையப்பட்டு, சோலையார்பேட்டை மாவட்டம். 2) ரா. ராவேந்திரர் 2/8, பார்சம்பேட்டை, பழனை கோவில் தெரு, சோலையார்பேட்டை, திருப்பத்தூர் மாவட்டம். 3) கோ. சரவிஜோனார் காமராஜர் தெரு, வக்கனாம்பட்டு, சோலையார்பேட்டை மாவட்டம். 4) ப. ஆம்பூர் காந்தி ரோடு, வாலாபாடியூர், சோலையார்பேட்டை, திருப்பத்தூர் மாவட்டம். 5) ஜான் பாஷா வி.கே.எஸ். மணி தெரு, அம்பாம்பாடி, சோலையார்பேட்டை, திருப்பத்தூர் மாவட்டம்.: [1153, 1489, 1503, 1683]
- body-paragraph: துணை அமைப்பாளர்கள் - 1) ஹி. ஹமிஷ்டர் ரஹ்மான் 245, ஆரிப் நகர், திருப்பத்தூர் - 635601. 2) பா மத மிசேத 27/225/300, ஆரிப் நகர், திருப்பத்தூர் - 635601. 3) ரா. குமார் 40-ஈ, மருத்துவர் நகர், திருப்பத்தூர் - 635601. 4) க. புவராஜ் 939, த.கி.வ. - 2, திருப்பத்தூர் - 635601. 5) ம. வளவன் கே.47, அனாவுச்சந்தரம் வட்டம், திருப்பத்தூர் - 635601.: [1153, 1765, 1503, 1900]
- body-paragraph: அமைப்பாளர் - கோ. துரைசாமி ஆர்.என். குப்பம் தெரு, அணைக்கட்டு கிராமம், வேலூர் - 632107.: [782, 1978, 1132, 2014]
- section-heading: திருப்பத்தூர் தெற்கு ஒன்றியம்: [478, 451, 694, 470]
- body-paragraph: அமைப்பாளர் - ம. ஜெனார்தனன் பள்ளவன்ஸ் கிராமம் (ம) அஞ்சல், திருப்பத்தூர் தாலுக்கா, திருப்பத்தூர் - 635702.: [40, 1698, 390, 1754]
- body-paragraph: அமைப்பாளர் - சி. ரமேஷ் 292, தாமரைகுத்தார் கிராமம், திருப்பத்தூர் மாவட்டம்.: [782, 320, 1132, 355]
- section-heading: ஆலங்காயம் கிழக்கு ஒன்றியம்: [103, 704, 327, 723]
- section-heading: கந்தீலி மேற்கு ஒன்றியம்: [868, 1063, 1046, 1082]
- body-paragraph: துணை அமைப்பாளர்கள் - 1) கே. ஜோடு 140 சி, கோவிந்தராஜ் தெரு, ஆம்பூர்பேட்டை, வாணியம்பாடி, திருப்பத்தூர் மாவட்டம். 2) ஜெ. சீனிவாச பெருமாள் 203/29, விஜயராமசாமி தெரு, வாணியம்பாடி, திருப்பத்தூர் மாவட்டம். 3) கே. குமரவேல் 18/5, காளியம்மன் கோவில் தெரு, பெரியபேட்டை, வாணியம்பாடி, திருப்பத்தூர் மாவட்டம். 4) எஸ். முழுமுதற்சுவி அலி 3, பிளால் மசூதி பின்புறம், ஜீவா நகர், நெடுங்குவாளை, வாணியம்பாடி, திருப்பத்தூர் மாவட்டம். 5) ஏ. மோகன் 1165/9ஏ, ஆண்ணா நகர், கோனவட்டம், வாணியம்பாடி, திருப்பத்தூர் மாவட்டம். 6) ஜி. சேகர் மாரியம்மன் கோவில் தெரு, ஆம்பூர்பேட்டை, வாணியம்பாடி, திருப்பத்தூர் மாவட்டம்.: [1153, 344, 1503, 616]
- section-heading: சோலையார்பேட்டை மத்திய ஒன்றியம்: [816, 293, 1098, 312]
- body-paragraph: அமைப்பாளர் - ந. நவரத்தினம் அவசதாமரம் அஞ்சல், வாணியம்பாடி, திருப்பத்தூர் மாவட்டம்.: [411, 754, 761, 790]
- section-heading: திருப்பத்தூர் வடக்கு ஒன்றியம்: [104, 1947, 325, 1966]
- body-paragraph: அமைப்பாளர் - அ.நவநீத அஹமது நீலகிலாஸ்தேன், குத்தவாடை, முகம் ஏசு, ஆம்பூர், திருப்பத்தூர் மாவட்டம்.: [1153, 1188, 1503, 1224]
- section-heading: சோலையார்பேட்டை மேற்கு ஒன்றியம்: [445, 1991, 726, 2010]
- section-heading: மாதனூர் கிழக்கு ஒன்றியம்: [489, 1221, 682, 1240]
- section-heading: கந்தீலி தெற்கு ஒன்றியம்: [869, 786, 1045, 805]
- continuation-next-page-box: தொடர்ச்சி III-ஆம் பக்கம்: [1161, 2156, 1496, 2198]
